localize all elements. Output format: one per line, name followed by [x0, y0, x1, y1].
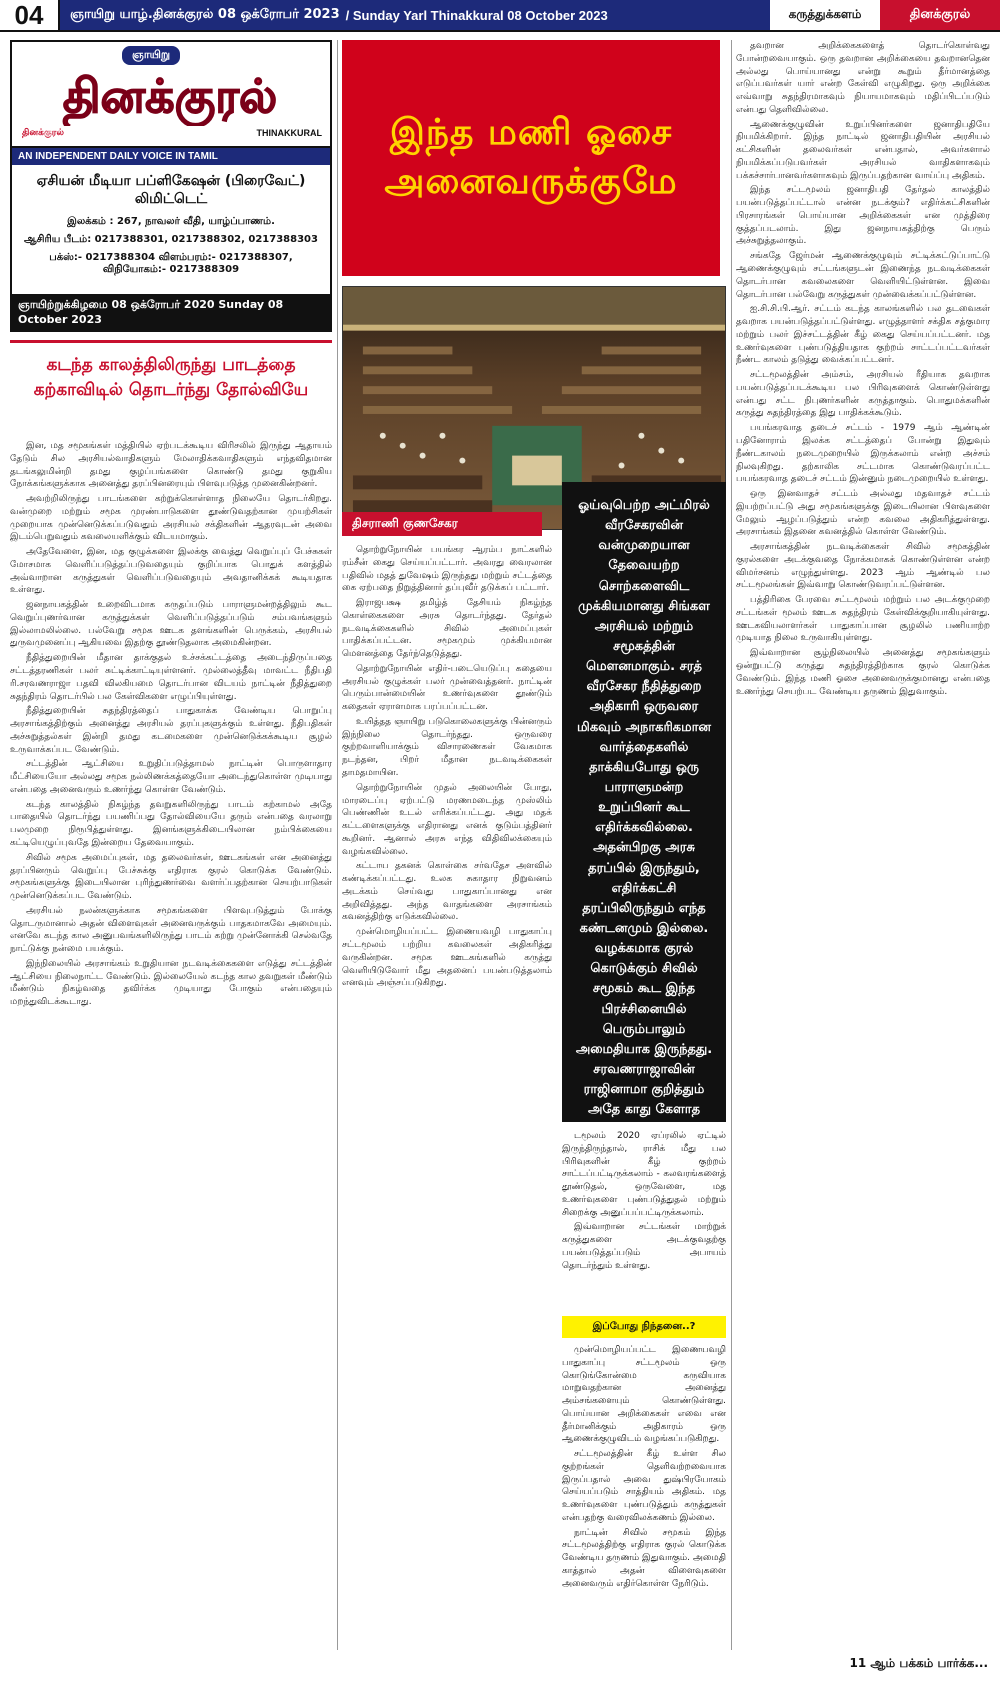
column-divider: [337, 40, 338, 1650]
author-byline: திசராணி குணசேகர: [342, 512, 542, 536]
article-paragraph: தவறான அறிக்கைகளைத் தொடர்கொள்வது போன்றவையாகும். ஒரு தவறான அறிக்கையை தவறானதென அல்லது பொய்யானது என்று கூறும் தீர்மானத்தை எடுப்பவர்கள் யார் என்ற கேள்வி எழுகிறது. ஒரு அறிக்கை எவ்வாறு சுதந்திரமாகவும் நியாயமாகவும் மதிப்பிடப்படும் என்பது தெளிவில்லை.: [736, 41, 990, 115]
article-paragraph: நாட்டின் சிவில் சமூகம் இந்த சட்டமூலத்திற்கு எதிராக குரல் கொடுக்க வேண்டிய தருணம் இதுவாகும். அமைதி காத்தால் அதன் விளைவுகளை அனைவரும் எதிர்கொள்ள நேரிடும்.: [562, 1527, 726, 1589]
article-paragraph: ஐ.சி.சி.பி.ஆர். சட்டம் கடந்த காலங்களில் பல தடவைகள் தவறாக பயன்படுத்தப்பட்டுள்ளது. எழுத்தாளர் சக்திக சத்குமார மற்றும் பலர் இச்சட்டத்தின் கீழ் கைது செய்யப்பட்டனர். மத உணர்வுகளை புண்படுத்தியதாக குற்றம் சாட்டப்பட்டவர்கள் நீண்ட காலம் தடுத்து வைக்கப்பட்டனர்.: [736, 304, 990, 366]
article-paragraph: பயங்கரவாத தடைச் சட்டம் - 1979 ஆம் ஆண்டின் பதினோராம் இலக்க சட்டத்தைப் போன்று இதுவும் நீண்டகாலம் நடைமுறையில் இருக்கலாம் என்ற அச்சம் நிலவுகிறது. தற்காலிக சட்டமாக கொண்டுவரப்பட்ட பயங்கரவாத தடைச் சட்டம் இன்னும் நடைமுறையில் உள்ளது.: [736, 423, 990, 485]
article-paragraph: இவ்வாறான சட்டங்கள் மாற்றுக் கருத்துகளை அடக்குவதற்கு பயன்படுத்தப்படும் அபாயம் தொடர்ந்தும் உள்ளது.: [562, 1222, 726, 1271]
article-paragraph: அரசாங்கத்தின் நடவடிக்கைகள் சிவில் சமூகத்தின் குரல்களை அடக்குவதை நோக்கமாகக் கொண்டுள்ளன என்ற விமர்சனம் எழுந்துள்ளது. 2023 ஆம் ஆண்டில் பல சட்டமூலங்கள் இவ்வாறு கொண்டுவரப்பட்டுள்ளன.: [736, 542, 990, 591]
date-english: / Sunday Yarl Thinakkural 08 October 2023: [345, 7, 608, 23]
main-headline-line-2: அனைவருக்குமே: [384, 161, 678, 202]
newspaper-logo: [20, 60, 320, 126]
editorial-paragraph: சிவில் சமூக அமைப்புகள், மத தலைவர்கள், ஊடகங்கள் என அனைத்து தரப்பினரும் வெறுப்பு பேச்சுக்கு எதிராக குரல் கொடுக்க வேண்டும். சமூகங்களுக்கு இடையிலான புரிந்துணர்வை வளர்ப்பதற்கான செயற்பாடுகள் முன்னெடுக்கப்பட வேண்டும்.: [10, 852, 332, 902]
pull-quote-box: ஓய்வுபெற்ற அட்மிரல் வீரசேகரவின் வன்முறையான தேவையற்ற சொற்களைவிட முக்கியமானது சிங்கள அரசியல் மற்றும் சமூகத்தின் மௌனமாகும். சரத் வீரசேகர நீதித்துறை அதிகாரி ஒருவரை மிகவும் அநாகரிகமான வார்த்தைகளில் தாக்கியபோது ஒரு பாராளுமன்ற உறுப்பினர் கூட எதிர்க்கவில்லை. அதன்பிறகு அரசு தரப்பில் இருந்தும், எதிர்க்கட்சி தரப்பிலிருந்தும் எந்த கண்டனமும் இல்லை. வழக்கமாக குரல் கொடுக்கும் சிவில் சமூகம் கூட இந்த பிரச்சினையில் பெரும்பாலும் அமைதியாக இருந்தது. சரவணராஜாவின் ராஜினாமா குறித்தும் அதே காது கேளாத: [562, 482, 726, 1122]
article-paragraph: ஆணைக்குழுவின் உறுப்பினர்களை ஜனாதிபதியே நியமிக்கிறார். இந்த நாட்டில் ஜனாதிபதியின் அரசியல் கட்சிகளின் தலைவர்கள் என்பதால், அவர்களால் நியமிக்கப்படுபவர்கள் அரசியல் வாதிகளாகவும் பக்கச்சார்பானவர்களாகவும் இருப்பதற்கான வாய்ப்பு அதிகம்.: [736, 119, 990, 181]
editorial-paragraph: கடந்த காலத்தில் நிகழ்ந்த தவறுகளிலிருந்து பாடம் கற்காமல் அதே பாதையில் தொடர்ந்து பயணிப்பது தோல்வியையே தரும் என்பதை வரலாறு பலமுறை நிரூபித்துள்ளது. இனங்களுக்கிடையிலான நம்பிக்கையை கட்டியெழுப்புவதே இன்றைய தேவையாகும்.: [10, 799, 332, 848]
logo-text: தினக்குரல்: [62, 69, 278, 123]
editorial-paragraph: இந்நிலையில் அரசாங்கம் உறுதியான நடவடிக்கைகளை எடுத்து சட்டத்தின் ஆட்சியை நிலைநாட்ட வேண்டும். இல்லையேல் கடந்த கால தவறுகள் மீண்டும் மீண்டும் நிகழ்வதை தவிர்க்க முடியாது போகும் என்பதையும் மறந்துவிடக்கூடாது.: [10, 958, 332, 1008]
editorial-headline-box: [10, 340, 332, 432]
article-paragraph: சங்கதே ஜேர்மன் ஆணைக்குழுவும் சட்டிக்கட்டுப்பாட்டு ஆணைக்குழுவும் சட்டங்களுடன் இணைந்த நடவடிக்கைகள் தொடர்பான கவலைகளை வெளியிட்டுள்ளன. இவை தொடர்பான பல்வேறு கருத்துகள் முன்வைக்கப்பட்டுள்ளன.: [736, 251, 990, 300]
editorial-paragraph: அவற்றிலிருந்து பாடங்களை கற்றுக்கொள்ளாத நிலையே தொடர்கிறது. வன்முறை மற்றும் சமூக முரண்பாடுகளை தூண்டுவதற்கான முயற்சிகள் முறையாக முன்னெடுக்கப்படுவதும் அரசியல் சக்திகளின் ஆதரவுடன் அவை இடம்பெறுவதும் கவலையளிக்கும் விடயமாகும்.: [10, 494, 332, 543]
article-paragraph: முன்மொழியப்பட்ட இணையவழி பாதுகாப்பு சட்டமூலம் ஒரு கொடுங்கோன்மை கருவியாக மாறுவதற்கான அனைத்து அம்சங்களையும் கொண்டுள்ளது. பொய்யான அறிக்கைகள் எவை என தீர்மானிக்கும் அதிகாரம் ஒரு ஆணைக்குழுவிடம் வழங்கப்படுகிறது.: [562, 1345, 726, 1445]
main-headline-line-1: இந்த மணி ஓசை: [389, 112, 673, 154]
main-article-body-column-2-bottom: [562, 1344, 726, 1650]
column-divider: [731, 40, 732, 1650]
article-subheading: இப்போது நிந்தனை..?: [562, 1316, 726, 1338]
logo-small-english: THINAKKURAL: [256, 128, 322, 138]
article-paragraph: இராஜபக்ஷ தமிழ்த் தேசியம் நிகழ்ந்த கொள்கைகளை அரசு தொடர்ந்தது. தேர்தல் நடவடிக்கைகளில் சிவில் அமைப்புகள் பாதிக்கப்பட்டன. சமூகமும் முக்கியமான மௌனத்தை தேர்ந்தெடுத்தது.: [342, 598, 552, 660]
article-paragraph: தொற்றுநோயின் எதிர்-படையெடுப்பு கதையை அரசியல் குழுக்கள் பலர் முன்வைத்தனர். நாட்டின் பெரும்பான்மையின் உணர்வுகளை தூண்டும் கதைகள் ஏராளமாக பரப்பப்பட்டன.: [342, 663, 552, 713]
section-label: கருத்துக்களம்: [770, 0, 880, 30]
editorial-paragraph: அரசியல் நலன்களுக்காக சமூகங்களை பிளவுபடுத்தும் போக்கு தொடருமானால் அதன் விளைவுகள் அனைவருக்கும் பாதகமாகவே அமையும். எனவே கடந்த கால அனுபவங்களிலிருந்து பாடம் கற்று முன்னோக்கி செல்வதே நாட்டுக்கு நன்மை பயக்கும்.: [10, 905, 332, 955]
article-paragraph: கட்டாய தகனக் கொள்கை சர்வதேச அளவில் கண்டிக்கப்பட்டது. உலக சுகாதார நிறுவனம் அடக்கம் செய்வது பாதுகாப்பானது என அறிவித்தது. அந்த வாதங்களை அரசாங்கம் கவனத்திற்கு எடுக்கவில்லை.: [342, 861, 552, 923]
date-tamil: ஞாயிறு யாழ்.தினக்குரல் 08 ஒக்ரோபர் 2023: [70, 7, 340, 22]
article-paragraph: சட்டமூலத்தின் அம்சம், அரசியல் ரீதியாக தவறாக பயன்படுத்தப்படக்கூடிய பல பிரிவுகளைக் கொண்டுள்ளது என்பது சட்ட நிபுணர்களின் கருத்தாகும். பொதுமக்களின் கருத்து சுதந்திரத்தை இது பாதிக்கக்கூடும்.: [736, 370, 990, 419]
logo-small-tamil: தினக்குரல்: [22, 128, 64, 138]
editorial-paragraph: நீதித்துறையின் மீதான தாக்குதல் உச்சக்கட்டத்தை அடைந்திருப்பதை சட்டத்தரணிகள் பலர் சுட்டிக்காட்டியுள்ளனர். முல்லைத்தீவு மாவட்ட நீதிபதி ரி.சரவணராஜா பதவி விலகியமை தொடர்பான விடயம் நாட்டின் நீதித்துறை சுதந்திரம் தொடர்பில் பல கேள்விகளை எழுப்பியுள்ளது.: [10, 653, 332, 702]
editorial-paragraph: நீதித்துறையின் சுதந்திரத்தைப் பாதுகாக்க வேண்டிய பொறுப்பு அரசாங்கத்திற்கும் அனைத்து அரசியல் தரப்புகளுக்கும் உள்ளது. நீதிபதிகள் அச்சுறுத்தல்கள் இன்றி தமது கடமைகளை முன்னெடுக்கக்கூடிய சூழல் உருவாக்கப்பட வேண்டும்.: [10, 706, 332, 755]
article-paragraph: தொற்றுநோயின் முதல் அலையின் போது, மாரடைப்பு ஏற்பட்டு மரணமடைந்த முஸ்லிம் பெண்ணின் உடல் எரிக்கப்பட்டது. அது மதக் கட்டளைகளுக்கு எதிரானது எனக் குடும்பத்தினர் கூறினர். ஆனால் அரசு எந்த விதிவிலக்கையும் வழங்கவில்லை.: [342, 782, 552, 857]
article-paragraph: சட்டமூலத்தின் கீழ் உள்ள சில குற்றங்கள் தெளிவற்றவையாக இருப்பதால் அவை துஷ்பிரயோகம் செய்யப்படும் சாத்தியம் அதிகம். மத உணர்வுகளை புண்படுத்தும் கருத்துகள் என்பதற்கு வரைவிலக்கணம் இல்லை.: [562, 1449, 726, 1523]
masthead-box: [10, 40, 332, 332]
fax-ad-distribution-phones: பக்ஸ்:- 0217388304 விளம்பரம்:- 0217388307, விநியோகம்:- 0217388309: [49, 252, 293, 275]
editorial-paragraph: ஜனநாயகத்தின் உறைவிடமாக கருதப்படும் பாராளுமன்றத்திலும் கூட வெறுப்புணர்வான கருத்துக்கள் வெளிப்படுத்தப்படும் சம்பவங்களும் இல்லாமலில்லை. பல்வேறு சமூக ஊடக தளங்களின் பெருக்கம், அரசியல் துருவமுனைப்பு ஆகியவை இதற்கு தூண்டுதலாக அமைகின்றன.: [10, 600, 332, 649]
page-header-bar: [0, 0, 1000, 32]
publisher-name: ஏசியன் மீடியா பப்ளிகேஷன் (பிரைவேட்) லிமிட்டெட்: [36, 173, 306, 207]
publisher-address: இலக்கம் : 267, நாவலர் வீதி, யாழ்ப்பாணம்.: [67, 216, 275, 227]
editorial-phones: ஆசிரிய பீடம்: 0217388301, 0217388302, 0217388303: [24, 234, 318, 245]
main-article-body-column-3: [736, 40, 990, 1650]
continued-on-page: 11 ஆம் பக்கம் பார்க்க...: [849, 1656, 988, 1670]
masthead-date-line: ஞாயிற்றுக்கிழமை 08 ஒக்ரோபர் 2020 Sunday 08 October 2023: [12, 294, 330, 330]
article-paragraph: டமூலம் 2020 ஏப்ரலில் ஏட்டில் இருந்திருந்தால், ராசிக் மீது பல பிரிவுகளின் கீழ் குற்றம் சாட்டப்பட்டிருக்கலாம் - கலவரங்களைத் தூண்டுதல், ஒருவேளை, மத உணர்வுகளை புண்படுத்துதல் மற்றும் சிறைக்கு அனுப்பப்பட்டிருக்கலாம்.: [562, 1131, 726, 1218]
article-paragraph: தொற்றுநோயின் பயங்கர ஆரம்ப நாட்களில் ரம்சீன் கைது செய்யப்பட்டார். அவரது வைரலான பதிவில் மதத் துவேஷம் இருந்தது மற்றும் சட்டத்தை கை ஏற்பதை நிறுத்தினார் தப்புவீர் தடுக்கப் பட்டார்.: [342, 545, 552, 594]
article-paragraph: இந்த சட்டமூலம் ஜனாதிபதி தேர்தல் காலத்தில் பயன்படுத்தப்பட்டால் என்ன நடக்கும்? எதிர்க்கட்சிகளின் பிரசாரங்கள் பொய்யான அறிக்கைகள் என முத்திரை குத்தப்படலாம். இது ஜனநாயகத்திற்கு பெரும் அச்சுறுத்தலாகும்.: [736, 185, 990, 247]
editorial-paragraph: சட்டத்தின் ஆட்சியை உறுதிப்படுத்தாமல் நாட்டின் பொருளாதார மீட்சியையோ அல்லது சமூக நல்லிணக்கத்தையோ அடைந்துகொள்ள முடியாது என்பதை அனைவரும் உணர்ந்து கொள்ள வேண்டும்.: [10, 759, 332, 795]
date-band: [60, 0, 770, 30]
article-paragraph: இவ்வாறான சூழ்நிலையில் அனைத்து சமூகங்களும் ஒன்றுபட்டு கருத்து சுதந்திரத்திற்காக குரல் கொடுக்க வேண்டும். இந்த மணி ஓசை அனைவருக்குமானது என்பதை உணர்ந்து செயற்பட வேண்டிய தருணம் இதுவாகும்.: [736, 648, 990, 697]
sunday-badge: ஞாயிறு: [122, 46, 180, 65]
main-article-body-column-1: [342, 544, 552, 1650]
editorial-paragraph: இன, மத சமூகங்கள் மத்தியில் ஏற்படக்கூடிய விரிசலில் இருந்து ஆதாயம் தேடும் சில அரசியல்வாதிகளும் மேலாதிக்கவாதிகளும் எந்தவிதமான தடங்கலுமின்றி தமது குழப்பங்களை கொண்டு தமது குறுகிய நோக்கங்களுக்காக அனைத்து தரப்பினரையும் பிளவுபடுத்த முனைகின்றனர்.: [10, 441, 332, 490]
editorial-headline: கடந்த காலத்திலிருந்து பாடத்தை கற்காவிடில் தொடர்ந்து தோல்வியே: [33, 355, 309, 400]
article-paragraph: ஒரு இனவாதச் சட்டம் அல்லது மதவாதச் சட்டம் இயற்றப்பட்டு அது சமூகங்களுக்கு இடையிலான பிளவுகளை மேலும் ஆழப்படுத்தும் என்ற கவலை அதிகரித்துள்ளது. அரசாங்கம் இதனை கவனத்தில் கொள்ள வேண்டும்.: [736, 489, 990, 538]
editorial-paragraph: அதேவேளை, இன, மத குழுக்களை இலக்கு வைத்து வெறுப்புப் பேச்சுகள் மோசமாக வெளிப்படுத்தப்படுவதையும் குறிப்பாக பொதுக் களத்தில் அவ்வாறான கருத்துகள் வெளிப்படுவதையும் அவதானிக்கக் கூடியதாக உள்ளது.: [10, 547, 332, 596]
masthead-logo-area: [12, 42, 330, 148]
article-paragraph: முன்மொழியப்பட்ட இணையவழி பாதுகாப்பு சட்டமூலம் பற்றிய கவலைகள் அதிகரித்து வருகின்றன. சமூக ஊடகங்களில் கருத்து வெளியிடுவோர் மீது அதனைப் பயன்படுத்தலாம் எனவும் அஞ்சப்படுகிறது.: [342, 927, 552, 989]
brand-mini-logo: தினக்குரல்: [880, 0, 1000, 30]
article-paragraph: உயித்தத ஞாயிறு படுகொலைகளுக்கு பின்னரும் இந்நிலை தொடர்ந்தது. ஒருவரை குற்றவாளியாக்கும் விசாரணைகள் வேகமாக நடந்தன, பிறர் மீதான நடவடிக்கைகள் தாமதமாயின.: [342, 716, 552, 779]
article-paragraph: பத்திரிகை பேரவை சட்டமூலம் மற்றும் பல அடக்குமுறை சட்டங்கள் மூலம் ஊடக சுதந்திரம் கேள்விக்குறியாகியுள்ளது. ஊடகவியலாளர்கள் பாதுகாப்பான சூழலில் பணியாற்ற முடியாத நிலை உருவாகியுள்ளது.: [736, 595, 990, 644]
main-headline-box: [342, 40, 720, 276]
editorial-body: [10, 440, 332, 1650]
main-article-body-column-2-top: [562, 1130, 726, 1310]
page-number: 04: [0, 0, 60, 30]
tagline: AN INDEPENDENT DAILY VOICE IN TAMIL: [12, 148, 330, 165]
